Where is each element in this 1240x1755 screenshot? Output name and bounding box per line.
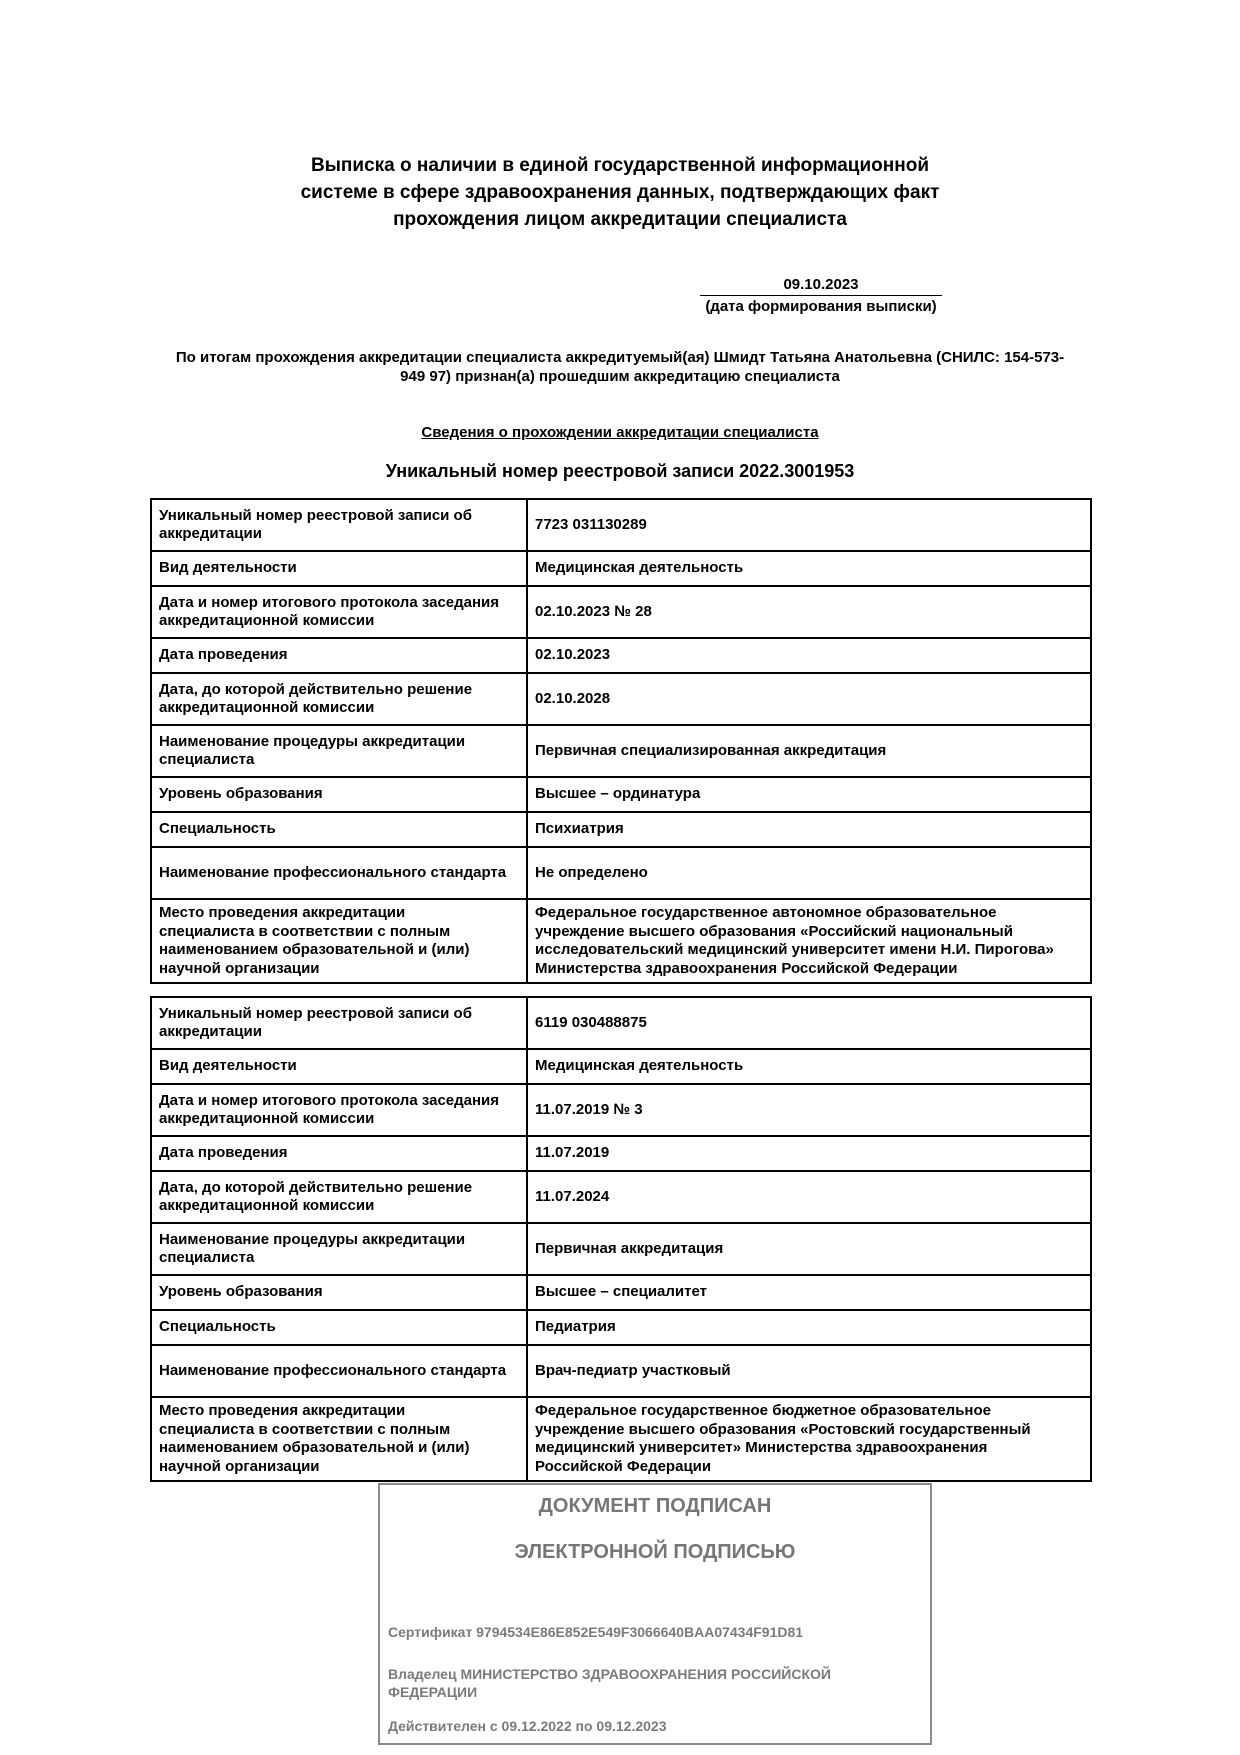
row-value: 11.07.2024 xyxy=(527,1171,1091,1223)
row-value: 02.10.2023 xyxy=(527,638,1091,673)
table-row xyxy=(151,1310,1091,1345)
row-value xyxy=(527,1397,1091,1481)
accreditation-table xyxy=(150,996,1092,1482)
table-row xyxy=(151,1345,1091,1397)
issue-date: 09.10.2023 xyxy=(700,276,942,296)
row-label: Вид деятельности xyxy=(151,551,527,586)
row-value: 11.07.2019 xyxy=(527,1136,1091,1171)
issue-date-caption: (дата формирования выписки) xyxy=(705,298,937,315)
row-value: Первичная аккредитация xyxy=(527,1223,1091,1275)
value-line: Российской Федерации xyxy=(535,1457,712,1475)
table-row xyxy=(151,812,1091,847)
table-row xyxy=(151,1397,1091,1481)
row-label: Дата и номер итогового протокола заседания аккредитационной комиссии xyxy=(151,1084,527,1136)
registry-heading: Уникальный номер реестровой записи 2022.3001953 xyxy=(385,461,855,481)
table-row xyxy=(151,673,1091,725)
row-value: 6119 030488875 xyxy=(527,997,1091,1049)
row-value: Врач-педиатр участковый xyxy=(527,1345,1091,1397)
stamp-title: ДОКУМЕНТ ПОДПИСАН xyxy=(538,1495,772,1517)
label-line: Место проведения аккредитации xyxy=(159,904,406,921)
row-label: Наименование профессионального стандарта xyxy=(151,1345,527,1397)
row-value: Медицинская деятельность xyxy=(527,551,1091,586)
table-row xyxy=(151,847,1091,899)
row-value: Не определено xyxy=(527,847,1091,899)
document-title xyxy=(260,152,980,233)
title-line: системе в сфере здравоохранения данных, подтверждающих факт xyxy=(300,182,940,203)
value-line: Министерства здравоохранения Российской Федерации xyxy=(535,959,958,977)
table-row xyxy=(151,1223,1091,1275)
row-value: Высшее – ординатура xyxy=(527,777,1091,812)
row-value: 02.10.2028 xyxy=(527,673,1091,725)
stamp-owner xyxy=(388,1665,908,1701)
table-row xyxy=(151,638,1091,673)
value-line: исследовательский медицинский университет имени Н.И. Пирогова» xyxy=(535,941,1054,958)
table-row xyxy=(151,997,1091,1049)
row-value: Первичная специализированная аккредитация xyxy=(527,725,1091,777)
intro-paragraph xyxy=(150,348,1090,386)
stamp-owner-line: ФЕДЕРАЦИИ xyxy=(388,1684,478,1700)
value-line: учреждение высшего образования «Ростовский государственный xyxy=(535,1420,1031,1438)
row-label: Уровень образования xyxy=(151,1275,527,1310)
row-label: Дата проведения xyxy=(151,1136,527,1171)
title-line: Выписка о наличии в единой государственной информационной xyxy=(310,155,930,176)
row-value: Педиатрия xyxy=(527,1310,1091,1345)
table-row xyxy=(151,1275,1091,1310)
stamp-owner-line: Владелец МИНИСТЕРСТВО ЗДРАВООХРАНЕНИЯ РОССИЙСКОЙ xyxy=(388,1666,831,1682)
label-line: специалиста в соответствии с полным xyxy=(159,1420,451,1438)
value-line: учреждение высшего образования «Российский национальный xyxy=(535,922,1013,940)
row-label: Уровень образования xyxy=(151,777,527,812)
row-label: Специальность xyxy=(151,812,527,847)
row-value: Высшее – специалитет xyxy=(527,1275,1091,1310)
label-line: наименованием образовательной и (или) xyxy=(159,1439,470,1456)
section-heading: Сведения о прохождении аккредитации специалиста xyxy=(421,424,819,441)
row-label xyxy=(151,1397,527,1481)
row-value: Психиатрия xyxy=(527,812,1091,847)
stamp-subtitle: ЭЛЕКТРОННОЙ ПОДПИСЬЮ xyxy=(514,1541,796,1563)
row-label xyxy=(151,899,527,983)
issue-date-block xyxy=(696,276,946,317)
table-row xyxy=(151,725,1091,777)
row-label: Вид деятельности xyxy=(151,1049,527,1084)
row-label: Специальность xyxy=(151,1310,527,1345)
row-value xyxy=(527,899,1091,983)
table-row xyxy=(151,1049,1091,1084)
title-line: прохождения лицом аккредитации специалиста xyxy=(393,209,847,230)
value-line: медицинский университет» Министерства здравоохранения xyxy=(535,1439,988,1456)
stamp-certificate: Сертификат 9794534E86E852E549F3066640BAA07434F91D81 xyxy=(388,1624,804,1640)
row-label: Дата, до которой действительно решение аккредитационной комиссии xyxy=(151,673,527,725)
table-row xyxy=(151,899,1091,983)
intro-line: По итогам прохождения аккредитации специалиста аккредитуемый(ая) Шмидт Татьяна Анатольевна (СНИЛС: 154-573- xyxy=(175,349,1065,366)
label-line: наименованием образовательной и (или) xyxy=(159,941,470,958)
table-row xyxy=(151,1084,1091,1136)
row-label: Наименование процедуры аккредитации специалиста xyxy=(151,725,527,777)
table-row xyxy=(151,1171,1091,1223)
row-value: 02.10.2023 № 28 xyxy=(527,586,1091,638)
label-line: Место проведения аккредитации xyxy=(159,1402,406,1419)
label-line: научной организации xyxy=(159,959,320,977)
label-line: специалиста в соответствии с полным xyxy=(159,922,451,940)
row-label: Дата проведения xyxy=(151,638,527,673)
accreditation-table xyxy=(150,498,1092,984)
table-row xyxy=(151,551,1091,586)
label-line: научной организации xyxy=(159,1457,320,1475)
row-label: Дата, до которой действительно решение аккредитационной комиссии xyxy=(151,1171,527,1223)
intro-line: 949 97) признан(а) прошедшим аккредитацию специалиста xyxy=(400,368,840,385)
row-label: Уникальный номер реестровой записи об аккредитации xyxy=(151,499,527,551)
row-label: Дата и номер итогового протокола заседания аккредитационной комиссии xyxy=(151,586,527,638)
row-value: Медицинская деятельность xyxy=(527,1049,1091,1084)
value-line: Федеральное государственное бюджетное образовательное xyxy=(535,1402,991,1419)
value-line: Федеральное государственное автономное образовательное xyxy=(535,904,997,921)
row-label: Наименование профессионального стандарта xyxy=(151,847,527,899)
row-value: 7723 031130289 xyxy=(527,499,1091,551)
table-row xyxy=(151,777,1091,812)
row-value: 11.07.2019 № 3 xyxy=(527,1084,1091,1136)
table-row xyxy=(151,586,1091,638)
stamp-validity: Действителен с 09.12.2022 по 09.12.2023 xyxy=(388,1718,667,1734)
electronic-signature-stamp xyxy=(378,1483,932,1745)
table-row xyxy=(151,499,1091,551)
table-row xyxy=(151,1136,1091,1171)
row-label: Уникальный номер реестровой записи об аккредитации xyxy=(151,997,527,1049)
row-label: Наименование процедуры аккредитации специалиста xyxy=(151,1223,527,1275)
